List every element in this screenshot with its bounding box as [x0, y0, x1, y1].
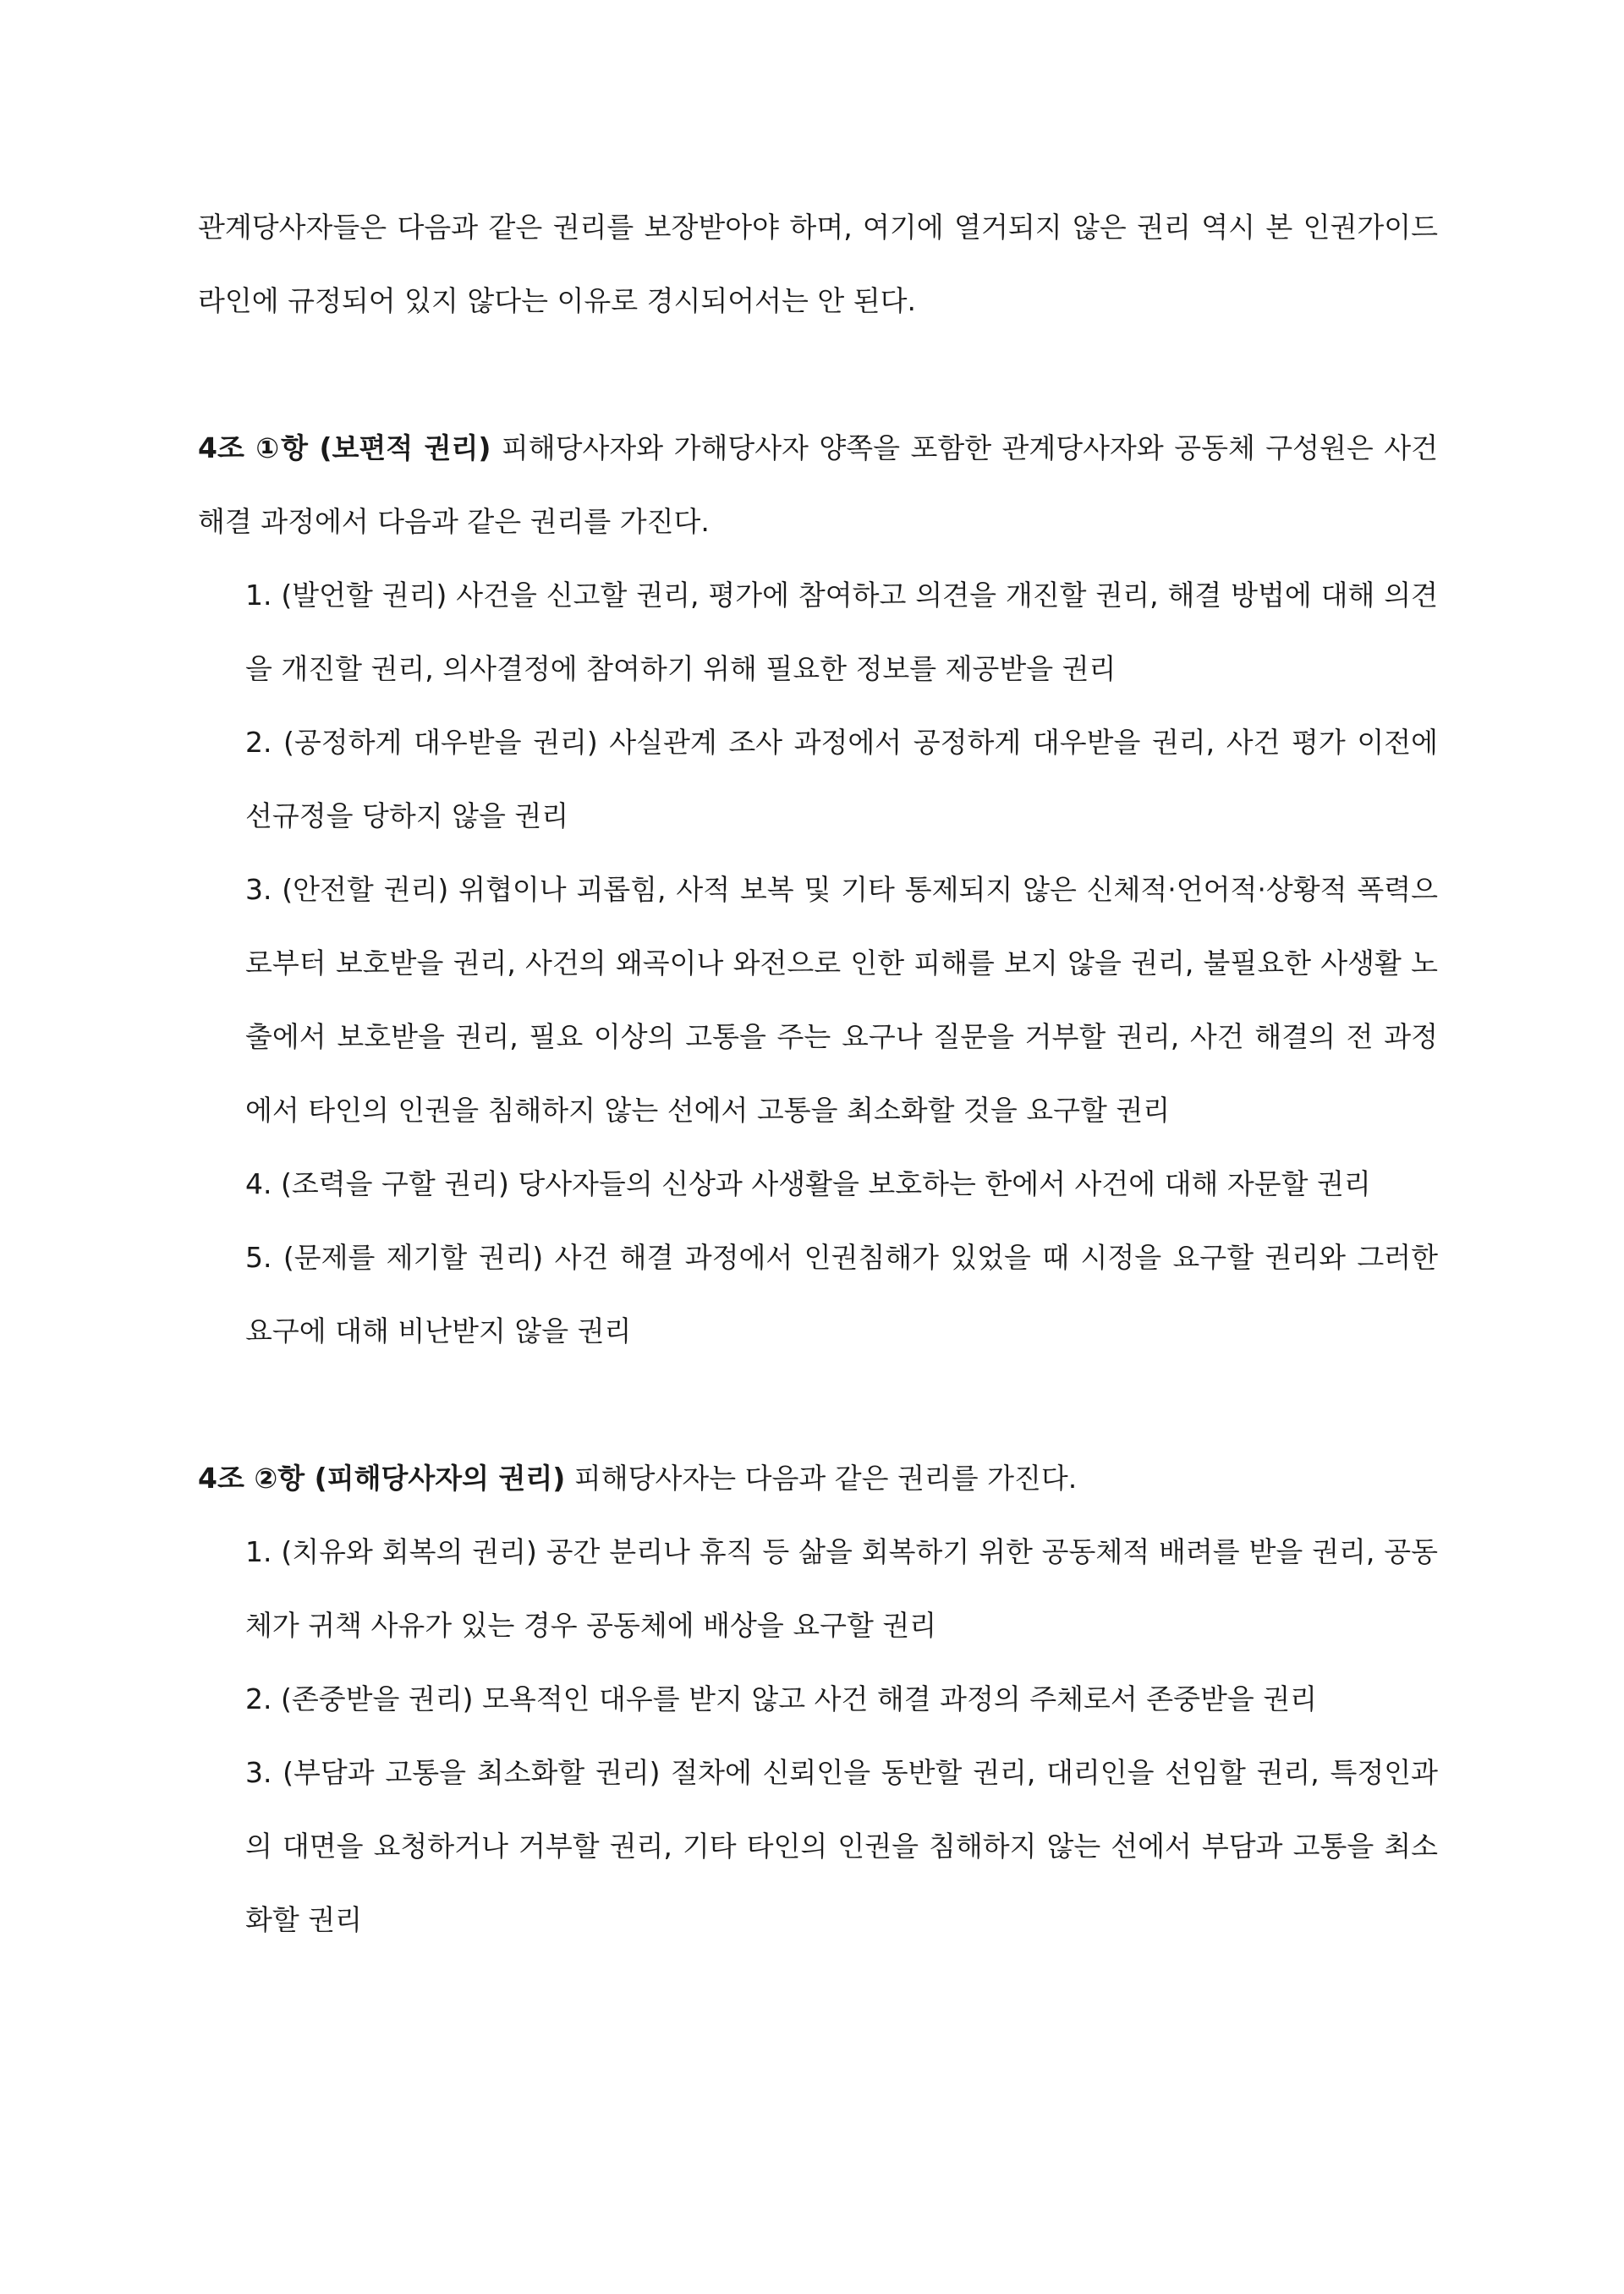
- document-page: [198, 190, 1438, 1956]
- article-4-1-list: [198, 558, 1438, 1368]
- article-4-1-lead: 피해당사자와 가해당사자 양쪽을 포함한 관계당사자와 공동체 구성원은 사건 해결 과정에서 다음과 같은 권리를 가진다.: [198, 431, 1438, 538]
- intro-paragraph: 관계당사자들은 다음과 같은 권리를 보장받아야 하며, 여기에 열거되지 않은 권리 역시 본 인권가이드라인에 규정되어 있지 않다는 이유로 경시되어서는 안 된다.: [198, 211, 1438, 317]
- article-4-1-item-4: 4. (조력을 구할 권리) 당사자들의 신상과 사생활을 보호하는 한에서 사건에 대해 자문할 권리: [245, 1167, 1371, 1200]
- article-4-2-item-2: 2. (존중받을 권리) 모욕적인 대우를 받지 않고 사건 해결 과정의 주체로서 존중받을 권리: [245, 1682, 1317, 1715]
- article-4-1-item-3: 3. (안전할 권리) 위협이나 괴롭힘, 사적 보복 및 기타 통제되지 않은 신체적·언어적·상황적 폭력으로부터 보호받을 권리, 사건의 왜곡이나 와전으로 인한 피해를 보지 않을 권리, 불필요한 사생활 노출에서 보호받을 권리, 필요 이상의 고통을 주는 요구나 질문을 거부할 권리, 사건 해결의 전 과정에서 타인의 인권을 침해하지 않는 선에서 고통을 최소화할 것을 요구할 권리: [245, 873, 1438, 1127]
- article-4-2-item-1: 1. (치유와 회복의 권리) 공간 분리나 휴직 등 삶을 회복하기 위한 공동체적 배려를 받을 권리, 공동체가 귀책 사유가 있는 경우 공동체에 배상을 요구할 권리: [245, 1535, 1438, 1642]
- article-4-2-list: [198, 1515, 1438, 1956]
- article-4-1-item-5: 5. (문제를 제기할 권리) 사건 해결 과정에서 인권침해가 있었을 때 시정을 요구할 권리와 그러한 요구에 대해 비난받지 않을 권리: [245, 1241, 1438, 1347]
- article-4-2-item-3: 3. (부담과 고통을 최소화할 권리) 절차에 신뢰인을 동반할 권리, 대리인을 선임할 권리, 특정인과의 대면을 요청하거나 거부할 권리, 기타 타인의 인권을 침해하지 않는 선에서 부담과 고통을 최소화할 권리: [245, 1756, 1438, 1936]
- article-4-1-heading: 4조 ①항 (보편적 권리): [198, 431, 491, 464]
- article-4-1-section: [198, 411, 1438, 1368]
- article-4-2-paragraph: [198, 1441, 1438, 1515]
- article-4-1-paragraph: [198, 411, 1438, 558]
- article-4-2-section: [198, 1441, 1438, 1956]
- article-4-1-item-2: 2. (공정하게 대우받을 권리) 사실관계 조사 과정에서 공정하게 대우받을 권리, 사건 평가 이전에 선규정을 당하지 않을 권리: [245, 726, 1438, 832]
- article-4-2-lead: 피해당사자는 다음과 같은 권리를 가진다.: [573, 1462, 1078, 1495]
- article-4-1-item-1: 1. (발언할 권리) 사건을 신고할 권리, 평가에 참여하고 의견을 개진할 권리, 해결 방법에 대해 의견을 개진할 권리, 의사결정에 참여하기 위해 필요한 정보를 제공받을 권리: [245, 579, 1438, 685]
- article-4-2-heading: 4조 ②항 (피해당사자의 권리): [198, 1462, 566, 1495]
